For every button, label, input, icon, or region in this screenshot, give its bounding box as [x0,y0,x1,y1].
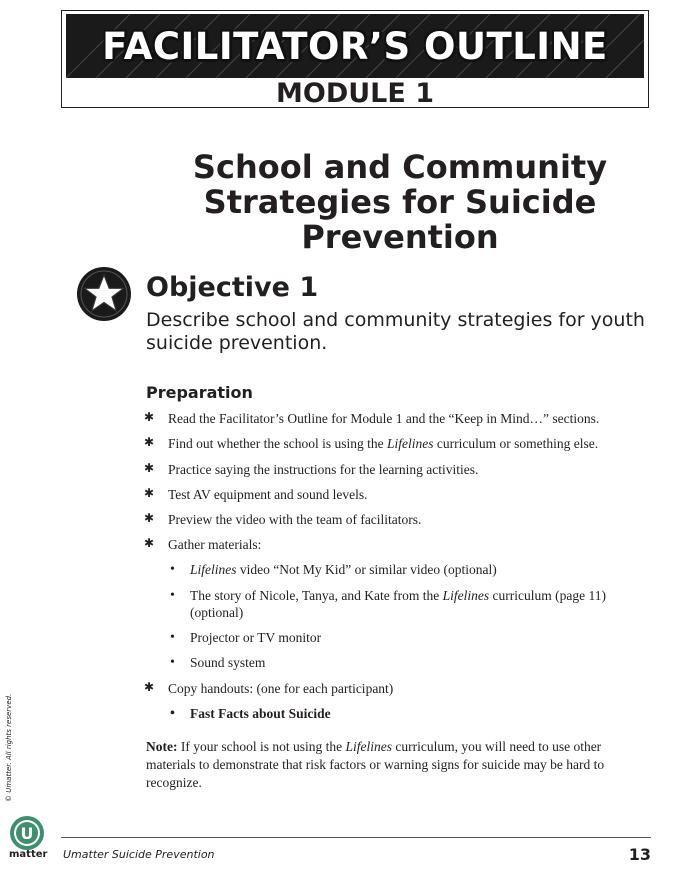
page-number: 13 [628,845,651,864]
materials-list [168,561,651,671]
footer-title: Umatter Suicide Prevention [63,848,215,861]
list-item: ✱ Copy handouts: (one for each participant) • Fast Facts about Suicide [146,680,651,722]
asterisk-bullet-icon: ✱ [144,536,155,551]
copyright-notice: © Umatter. All rights reserved. [5,693,13,802]
dot-bullet-icon: • [170,587,175,603]
list-item: ✱ Practice saying the instructions for the learning activities. [144,460,479,477]
list-item: ✱ Preview the video with the team of facilitators. [144,511,422,528]
note-paragraph: Note: If your school is not using the Lifelines curriculum, you will need to use other materials to demonstrate that risk factors or warning signs for suicide may be hard to recognize. [146,739,605,790]
umatter-logo-icon [9,815,45,851]
list-item: ✱ Find out whether the school is using the Lifelines curriculum or something else. [144,435,599,452]
dot-bullet-icon: • [170,562,175,578]
dot-bullet-icon: • [170,655,175,671]
asterisk-bullet-icon: ✱ [144,511,155,526]
preparation-list [146,410,651,730]
dot-bullet-icon: • [170,630,175,646]
dot-bullet-icon: • [170,705,175,721]
handouts-list [168,705,651,722]
asterisk-bullet-icon: ✱ [144,410,155,424]
asterisk-bullet-icon: ✱ [144,485,155,500]
facilitator-outline-banner [61,10,649,108]
banner-title: FACILITATOR’S OUTLINE [102,25,608,68]
preparation-heading: Preparation [146,383,253,402]
list-item: ✱ Gather materials: • Lifelines video “Not My Kid” or similar video (optional) • The story of Nicole, Tanya, and Kate from the Lifelines curriculum (page 11) (optional) • Projector or TV monitor • Sound system [146,536,651,671]
list-item: • Lifelines video “Not My Kid” or similar video (optional) [170,562,497,578]
asterisk-bullet-icon: ✱ [144,679,155,694]
page-title: School and Community Strategies for Suicide Prevention [192,148,608,256]
list-item: • Fast Facts about Suicide [170,705,331,721]
logo-wordmark: matter [9,849,48,860]
asterisk-bullet-icon: ✱ [144,435,155,450]
footer-divider [61,837,651,838]
list-item: ✱ Read the Facilitator’s Outline for Module 1 and the “Keep in Mind…” sections. [144,410,600,426]
module-label: MODULE 1 [276,78,434,109]
objective-text: Describe school and community strategies for youth suicide prevention. [146,309,645,354]
star-icon [76,266,132,322]
asterisk-bullet-icon: ✱ [144,460,155,475]
svg-text:U: U [20,824,34,843]
list-item: • Projector or TV monitor [170,630,322,646]
list-item: • The story of Nicole, Tanya, and Kate from the Lifelines curriculum (page 11) (optional) [170,587,606,620]
list-item: ✱ Test AV equipment and sound levels. [144,485,368,502]
note-label: Note: [146,739,178,754]
list-item: • Sound system [170,655,266,671]
objective-heading: Objective 1 [146,272,319,303]
